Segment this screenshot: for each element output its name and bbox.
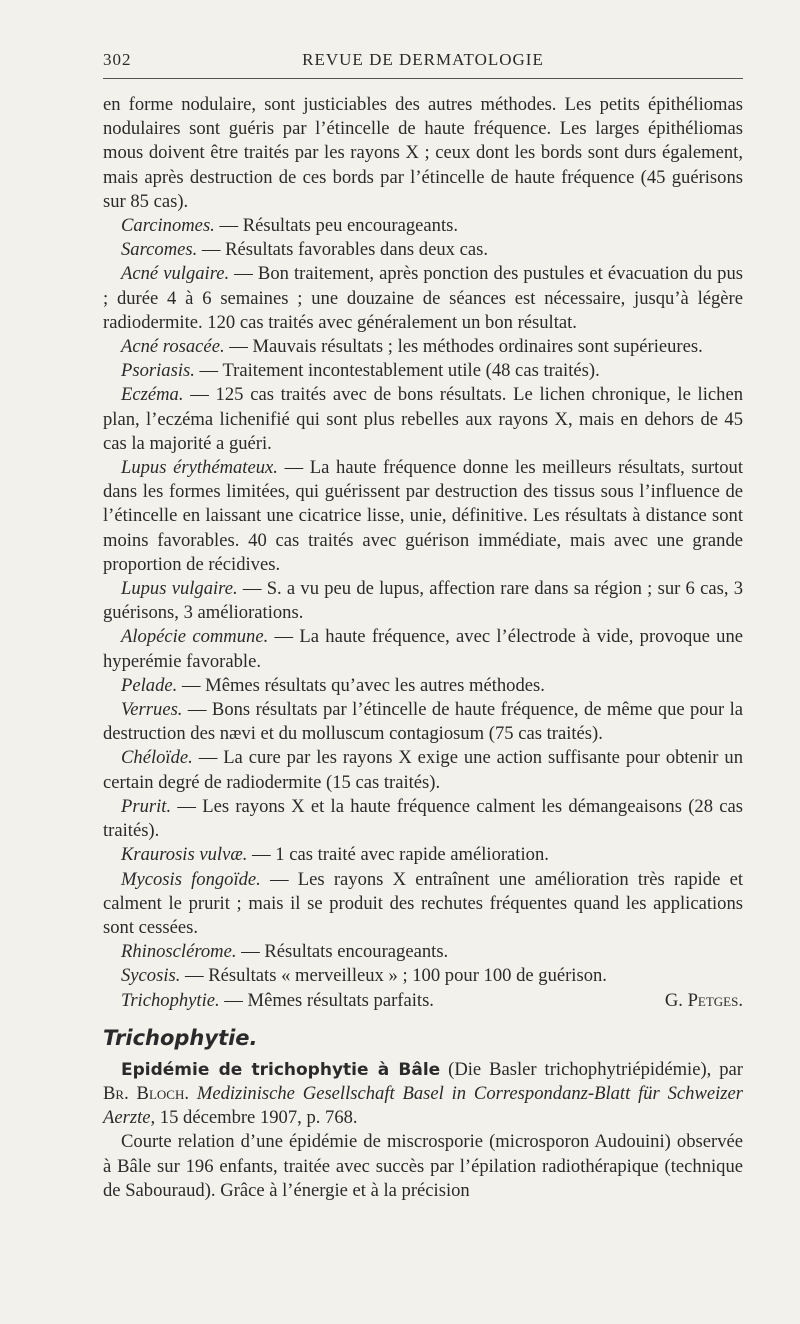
entry-text: — Les rayons X entraînent une amélioration très rapide et calment le prurit ; mais il se produit des rechutes fréquentes quand les applications sont cessées. (103, 868, 743, 938)
entry-term: Acné rosacée. (121, 336, 225, 358)
entry-paragraph (103, 359, 743, 383)
citation-author: Br. Bloch. (103, 1082, 189, 1104)
entry-text: — Mauvais résultats ; les méthodes ordinaires sont supérieures. (224, 336, 703, 358)
entry-text: — Résultats peu encourageants. (214, 215, 459, 237)
entry-paragraph (103, 262, 743, 335)
entry-term: Mycosis fongoïde. (121, 868, 261, 890)
entry-term: Chéloïde. (121, 747, 193, 769)
entry-text: — Résultats « merveilleux » ; 100 pour 100 de guérison. (180, 965, 607, 987)
entry-term: Lupus érythémateux. (121, 457, 278, 479)
entry-term: Lupus vulgaire. (121, 578, 238, 600)
entry-term: Prurit. (121, 795, 172, 817)
entry-text: — La haute fréquence, avec l’électrode à vide, provoque une hyperémie favorable. (103, 626, 743, 672)
citation-journal: Medizinische Gesellschaft Basel in Correspondanz-Blatt für Schweizer Aerzte, (103, 1082, 743, 1129)
entry-paragraph (103, 989, 743, 1013)
running-header (103, 50, 743, 79)
entry-text: — S. a vu peu de lupus, affection rare dans sa région ; sur 6 cas, 3 guérisons, 3 améliorations. (103, 578, 744, 624)
entry-term: Carcinomes. (121, 215, 215, 237)
running-title: REVUE DE DERMATOLOGIE (302, 50, 544, 69)
entry-term: Rhinosclérome. (121, 941, 237, 963)
citation-part-1: (Die Basler trichophytriépidémie), par (440, 1058, 743, 1080)
treatment-entries (103, 214, 743, 1013)
entry-text: — 1 cas traité avec rapide amélioration. (247, 844, 549, 866)
entry-text: — La cure par les rayons X exige une action suffisante pour obtenir un certain degré de radiodermite (15 cas traités). (103, 747, 743, 793)
article-title: Epidémie de trichophytie à Bâle (121, 1059, 441, 1080)
entry-paragraph (103, 625, 743, 673)
entry-paragraph (103, 238, 743, 262)
entry-term: Sycosis. (121, 965, 181, 987)
entry-term: Psoriasis. (121, 360, 195, 382)
entry-paragraph (103, 843, 743, 867)
entry-text: — Bons résultats par l’étincelle de haute fréquence, de même que pour la destruction des nævi et du molluscum contagiosum (75 cas traités). (103, 699, 743, 745)
entry-paragraph (103, 674, 743, 698)
intro-paragraph: en forme nodulaire, sont justiciables des autres méthodes. Les petits épithéliomas nodulaires sont guéris par l’étincelle de haute fréquence. Les larges épithéliomas mous doivent être traités par les rayons X ; ceux dont les bords sont durs également, mais après destruction de ces bords par l’étincelle de haute fréquence (45 guérisons sur 85 cas). (103, 94, 743, 212)
entry-paragraph (103, 335, 743, 359)
entry-text: — Résultats encourageants. (236, 941, 449, 963)
text-body (103, 93, 743, 1203)
entry-paragraph (103, 940, 743, 964)
article-paragraph: Courte relation d’une épidémie de miscrosporie (microsporon Audouini) observée à Bâle sur 196 enfants, traitée avec succès par l’épilation radiothérapique (technique de Sabouraud). Grâce à l’énergie et à la précision (103, 1131, 743, 1201)
entry-paragraph (103, 456, 743, 577)
entry-term: Alopécie commune. (121, 626, 269, 648)
entry-text: — Traitement incontestablement utile (48 cas traités). (194, 360, 600, 382)
entry-term: Sarcomes. (121, 239, 198, 261)
entry-paragraph (103, 214, 743, 238)
signature: G. Petges. (664, 989, 743, 1011)
entry-paragraph (103, 746, 743, 794)
entry-paragraph (103, 383, 743, 456)
entry-text: — Résultats favorables dans deux cas. (197, 239, 488, 261)
entry-term: Eczéma. (121, 384, 184, 406)
entry-paragraph (103, 577, 743, 625)
entry-paragraph (103, 868, 743, 941)
entry-paragraph (103, 964, 743, 988)
entry-term: Kraurosis vulvæ. (121, 844, 248, 866)
entry-text: — Mêmes résultats qu’avec les autres méthodes. (177, 674, 545, 696)
entry-term: Verrues. (121, 699, 183, 721)
page-number: 302 (103, 50, 132, 69)
entry-text: — Mêmes résultats parfaits. (219, 989, 434, 1011)
entry-text: — Les rayons X et la haute fréquence calment les démangeaisons (28 cas traités). (103, 795, 743, 842)
entry-term: Pelade. (121, 674, 178, 696)
section-title: Trichophytie. (103, 1025, 258, 1050)
entry-text: — La haute fréquence donne les meilleurs résultats, surtout dans les formes limitées, qui guérissent par destruction des tissus sous l’influence de l’étincelle en laissant une cicatrice lisse, unie, définitive. Les résultats à distance sont moins favorables. 40 cas traités avec guérison immédiate, mais avec une grande proportion de récidives. (103, 457, 744, 575)
entry-term: Acné vulgaire. (121, 263, 230, 285)
citation-part-2: 15 décembre 1907, p. 768. (155, 1107, 358, 1129)
entry-text: — 125 cas traités avec de bons résultats. Le lichen chronique, le lichen plan, l’eczéma lichenifié qui sont plus rebelles aux rayons X, mais en dehors de 45 cas la majorité a guéri. (103, 384, 743, 454)
article-citation (103, 1058, 743, 1131)
entry-paragraph (103, 795, 743, 843)
entry-text: — Bon traitement, après ponction des pustules et évacuation du pus ; durée 4 à 6 semaines ; une douzaine de séances est nécessaire, jusqu’à légère radiodermite. 120 cas traités avec généralement un bon résultat. (103, 263, 744, 333)
entry-term: Trichophytie. (121, 989, 220, 1011)
entry-paragraph (103, 698, 743, 746)
